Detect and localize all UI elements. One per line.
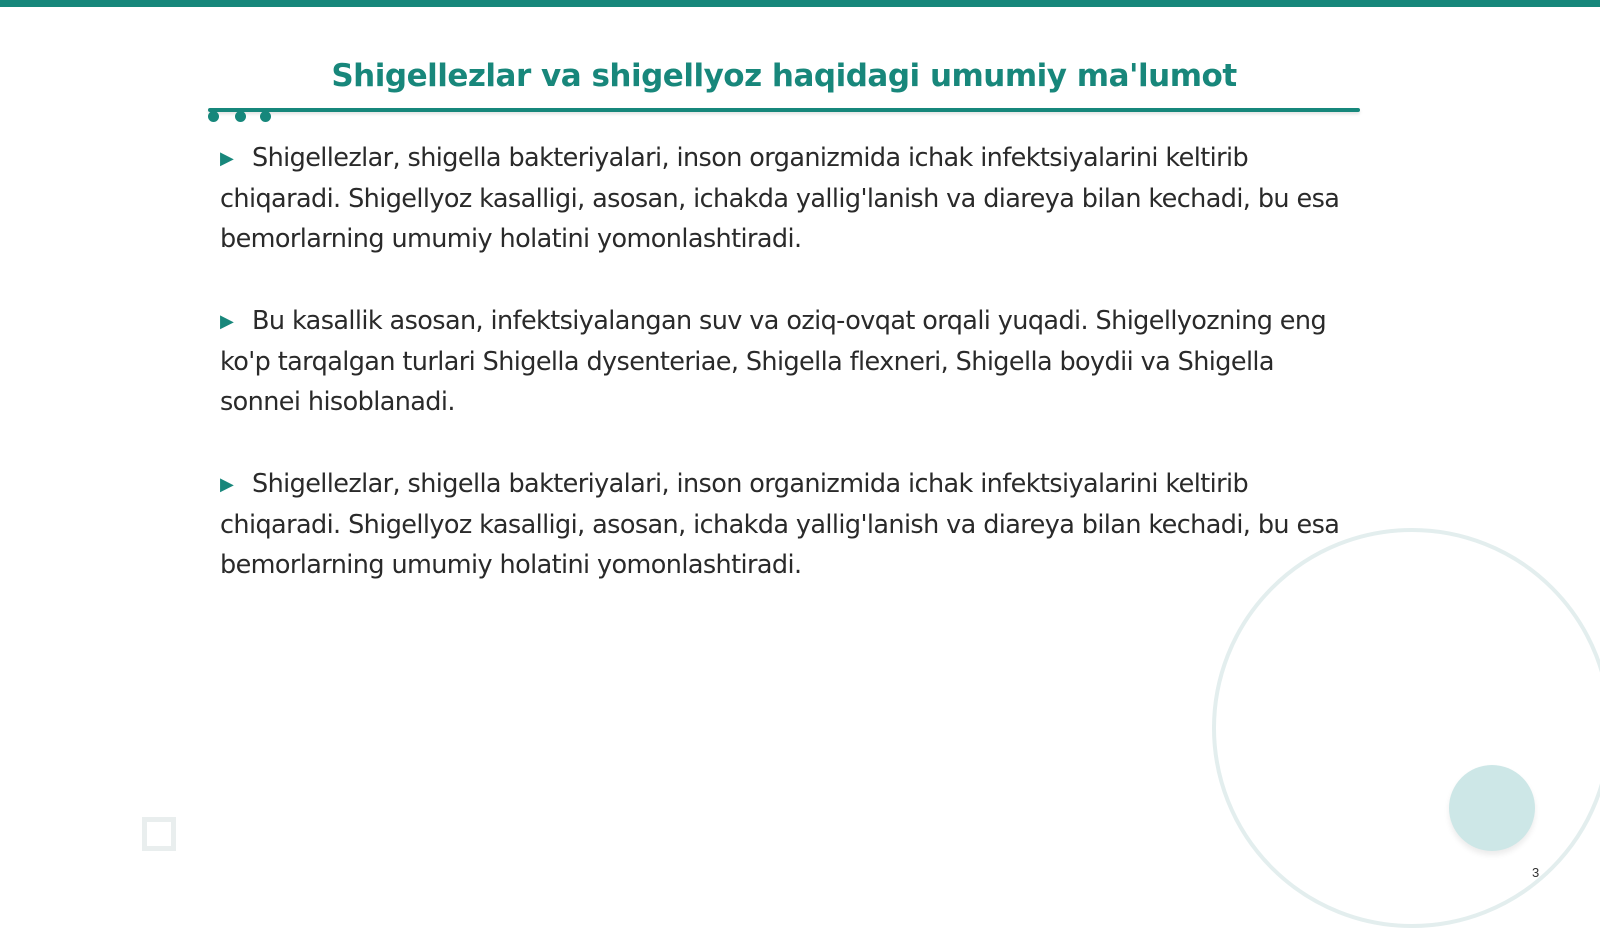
bullet-item bbox=[220, 464, 1360, 585]
bullet-text: Bu kasallik asosan, infektsiyalangan suv va oziq-ovqat orqali yuqadi. Shigellyozning eng ko'p tarqalgan turlari Shigella dysenteriae, Shigella flexneri, Shigella boydii va Shigella sonnei hisoblanadi. bbox=[220, 306, 1327, 417]
bullet-text: Shigellezlar, shigella bakteriyalari, inson organizmida ichak infektsiyalarini keltirib chiqaradi. Shigellyoz kasalligi, asosan, ichakda yallig'lanish va diareya bilan kechadi, bu esa bemorlarning umumiy holatini yomonlashtiradi. bbox=[220, 469, 1340, 580]
top-accent-bar bbox=[0, 0, 1600, 7]
decorative-circle-filled bbox=[1449, 765, 1535, 851]
decorative-circle-outline bbox=[1212, 528, 1600, 928]
dot-3 bbox=[260, 111, 271, 122]
bullet-arrow-icon: ▶ bbox=[220, 474, 234, 495]
bullet-text: Shigellezlar, shigella bakteriyalari, inson organizmida ichak infektsiyalarini keltirib chiqaradi. Shigellyoz kasalligi, asosan, ichakda yallig'lanish va diareya bilan kechadi, bu esa bemorlarning umumiy holatini yomonlashtiradi. bbox=[220, 143, 1340, 254]
slide-title: Shigellezlar va shigellyoz haqidagi umumiy ma'lumot bbox=[331, 58, 1237, 94]
bullet-list bbox=[220, 138, 1360, 627]
page-number: 3 bbox=[1532, 865, 1540, 880]
bullet-arrow-icon: ▶ bbox=[220, 311, 234, 332]
bullet-item bbox=[220, 301, 1360, 422]
bullet-item bbox=[220, 138, 1360, 259]
dot-2 bbox=[235, 111, 246, 122]
decorative-square bbox=[142, 817, 176, 851]
title-underline bbox=[208, 108, 1360, 112]
bullet-arrow-icon: ▶ bbox=[220, 148, 234, 169]
dot-1 bbox=[208, 111, 219, 122]
decorative-dots bbox=[208, 111, 278, 125]
